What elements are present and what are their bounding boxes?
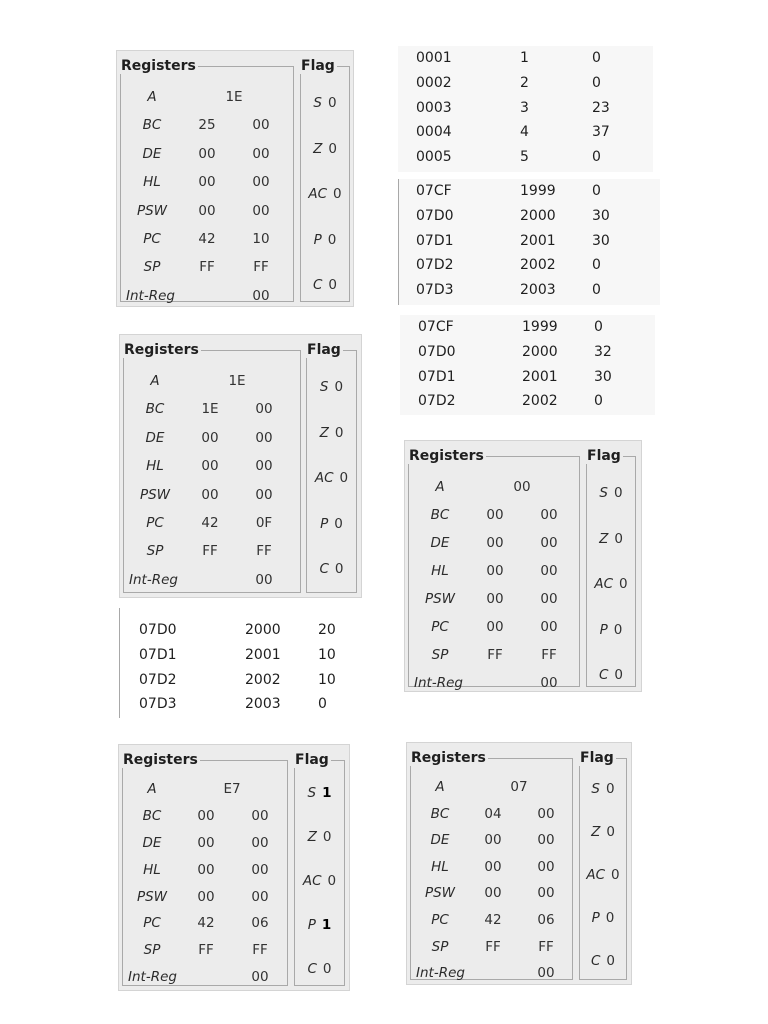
- reg-name-pc: PC: [143, 915, 161, 932]
- reg-value-sp-lo: FF: [252, 942, 268, 959]
- reg-value-psw-lo: 00: [252, 202, 270, 219]
- flag-ac: [301, 186, 349, 232]
- flag-value-ac: 0: [611, 867, 620, 883]
- flag-name-s: S: [599, 485, 608, 501]
- reg-name-de: DE: [430, 832, 450, 849]
- flag-s: [587, 485, 635, 531]
- reg-name-bc: BC: [142, 807, 162, 824]
- memory-address: 0004: [416, 124, 452, 141]
- reg-value-sp-hi: FF: [202, 543, 218, 560]
- register-panel-3: [404, 440, 642, 692]
- reg-name-de: DE: [145, 429, 165, 446]
- reg-value-sp-lo: FF: [256, 543, 272, 560]
- flag-z: [307, 425, 356, 471]
- flag-name-s: S: [319, 379, 329, 395]
- memory-address: 0001: [416, 50, 452, 66]
- flag-value-p: 0: [327, 231, 337, 248]
- reg-value-a: 00: [513, 479, 531, 495]
- memory-table-1: [398, 46, 653, 172]
- memory-decimal: 5: [520, 149, 529, 166]
- reg-value-h: 00: [198, 174, 216, 191]
- flag-value-s: 0: [613, 485, 623, 501]
- reg-value-e: 00: [251, 834, 269, 851]
- flag-ac: [587, 576, 635, 622]
- memory-address: 07CF: [416, 183, 452, 199]
- reg-value-h: 00: [486, 563, 504, 579]
- memory-row: [400, 340, 655, 365]
- reg-value-pc-hi: 42: [197, 915, 215, 932]
- flag-name-p: P: [320, 515, 329, 532]
- flag-name-ac: AC: [308, 186, 328, 202]
- flag-list: [307, 379, 356, 607]
- memory-row: [119, 618, 355, 643]
- reg-value-d: 00: [198, 145, 216, 162]
- reg-value-pc-hi: 42: [201, 514, 219, 531]
- flag-ac: [580, 867, 626, 910]
- register-grid: [127, 373, 297, 600]
- flag-name-z: Z: [307, 829, 317, 845]
- reg-value-h: 00: [197, 861, 215, 878]
- memory-row: [398, 204, 660, 229]
- flag-value-z: 0: [322, 829, 332, 845]
- reg-value-b: 00: [486, 507, 504, 523]
- memory-decimal: 2003: [245, 696, 281, 713]
- reg-value-h: 00: [484, 858, 502, 875]
- flag-name-s: S: [591, 781, 600, 797]
- reg-value-pc-lo: 06: [251, 915, 269, 932]
- flag-z: [295, 829, 344, 873]
- register-grid: [414, 779, 569, 992]
- reg-name-psw: PSW: [136, 888, 168, 905]
- registers-title: Registers: [409, 448, 484, 464]
- reg-value-pc-lo: 0F: [255, 514, 273, 531]
- reg-name-sp: SP: [143, 259, 161, 276]
- reg-name-pc: PC: [143, 230, 161, 247]
- reg-value-pc-lo: 00: [540, 619, 558, 635]
- flag-name-z: Z: [599, 530, 609, 547]
- reg-value-psw-hi: 00: [201, 486, 219, 503]
- flag-title: Flag: [307, 342, 341, 358]
- flag-list: [301, 95, 349, 323]
- flag-ac: [295, 873, 344, 917]
- reg-name-pc: PC: [431, 619, 449, 635]
- memory-address: 07D2: [418, 393, 456, 410]
- flag-value-z: 0: [606, 824, 615, 840]
- flag-value-ac: 0: [619, 576, 628, 592]
- memory-address: 07D3: [139, 696, 177, 713]
- reg-value-c: 00: [252, 117, 270, 134]
- flag-title: Flag: [295, 752, 329, 768]
- reg-value-b: 25: [198, 117, 216, 134]
- memory-decimal: 2000: [522, 343, 558, 360]
- reg-value-psw-hi: 00: [486, 591, 504, 607]
- flag-p: [587, 622, 635, 668]
- flag-s: [295, 785, 344, 829]
- memory-table-2: [398, 179, 660, 305]
- reg-value-c: 00: [255, 401, 273, 418]
- flag-s: [301, 95, 349, 141]
- memory-row: [400, 315, 655, 340]
- reg-value-a: 1E: [228, 373, 246, 389]
- reg-name-bc: BC: [142, 117, 162, 134]
- memory-value: 32: [594, 343, 612, 360]
- reg-value-psw-hi: 00: [484, 885, 502, 902]
- reg-value-int: 00: [540, 675, 558, 691]
- memory-decimal: 2001: [520, 232, 556, 249]
- reg-value-int: 00: [537, 965, 555, 982]
- reg-value-a: E7: [223, 781, 241, 797]
- memory-decimal: 2: [520, 74, 529, 91]
- memory-address: 07CF: [418, 319, 454, 335]
- reg-value-a: 07: [510, 779, 528, 795]
- reg-name-bc: BC: [430, 805, 450, 822]
- reg-value-pc-hi: 00: [486, 619, 504, 635]
- reg-value-d: 00: [201, 429, 219, 446]
- flag-name-p: P: [599, 621, 608, 638]
- memory-row: [119, 668, 355, 693]
- flag-ac: [307, 470, 356, 516]
- flag-list: [580, 781, 626, 996]
- flag-name-p: P: [307, 917, 316, 933]
- flag-value-c: 0: [328, 277, 338, 293]
- memory-address: 07D0: [139, 622, 177, 638]
- reg-value-e: 00: [255, 429, 273, 446]
- memory-address: 07D1: [418, 368, 456, 385]
- reg-name-a: A: [147, 781, 157, 797]
- reg-name-sp: SP: [431, 647, 449, 663]
- reg-name-int: Int-Reg: [126, 287, 175, 304]
- flag-c: [295, 961, 344, 1005]
- flag-value-ac: 0: [327, 873, 337, 889]
- memory-table-4: [119, 608, 355, 718]
- memory-address: 0003: [416, 99, 452, 116]
- memory-row: [398, 46, 653, 71]
- flag-value-s: 0: [605, 781, 615, 797]
- memory-address: 07D1: [139, 646, 177, 663]
- flag-title: Flag: [301, 58, 335, 74]
- flag-value-s: 0: [327, 95, 337, 111]
- reg-value-psw-hi: 00: [198, 202, 216, 219]
- flag-s: [580, 781, 626, 824]
- flag-value-p: 0: [613, 621, 623, 638]
- flag-name-s: S: [307, 785, 317, 801]
- reg-name-psw: PSW: [424, 591, 456, 607]
- flag-title: Flag: [587, 448, 621, 464]
- reg-value-psw-lo: 00: [540, 591, 558, 607]
- flag-name-ac: AC: [302, 873, 322, 889]
- reg-value-l: 00: [537, 858, 555, 875]
- flag-name-c: C: [312, 277, 323, 293]
- reg-name-sp: SP: [143, 942, 161, 959]
- memory-value: 0: [594, 319, 603, 335]
- reg-name-bc: BC: [430, 507, 450, 523]
- memory-decimal: 2003: [520, 282, 556, 299]
- reg-value-pc-lo: 06: [537, 911, 555, 928]
- register-panel-2: [119, 334, 362, 598]
- reg-value-l: 00: [252, 174, 270, 191]
- flag-value-c: 0: [322, 961, 332, 977]
- memory-value: 10: [318, 671, 336, 688]
- reg-value-l: 00: [255, 458, 273, 475]
- reg-name-psw: PSW: [424, 885, 456, 902]
- memory-decimal: 1999: [522, 319, 558, 335]
- flag-z: [580, 824, 626, 867]
- reg-value-sp-lo: FF: [541, 647, 557, 663]
- reg-name-int: Int-Reg: [128, 969, 177, 986]
- reg-value-e: 00: [252, 145, 270, 162]
- reg-name-psw: PSW: [139, 486, 171, 503]
- registers-group: [122, 752, 288, 986]
- memory-value: 0: [592, 50, 601, 66]
- reg-name-psw: PSW: [136, 202, 168, 219]
- flag-name-c: C: [319, 561, 329, 577]
- memory-value: 0: [592, 183, 601, 199]
- registers-group: [408, 448, 580, 691]
- flag-name-c: C: [307, 961, 317, 977]
- flag-name-c: C: [590, 953, 601, 969]
- register-panel-1: [116, 50, 354, 307]
- registers-title: Registers: [121, 58, 196, 74]
- reg-value-psw-hi: 00: [197, 888, 215, 905]
- flag-name-s: S: [313, 95, 322, 111]
- reg-value-l: 00: [251, 861, 269, 878]
- memory-row: [398, 253, 660, 278]
- reg-value-c: 00: [540, 507, 558, 523]
- flag-p: [580, 910, 626, 953]
- registers-group: [123, 342, 301, 593]
- memory-decimal: 2002: [520, 257, 556, 274]
- reg-value-b: 04: [484, 805, 502, 822]
- memory-address: 0002: [416, 74, 452, 91]
- flag-name-p: P: [313, 231, 322, 248]
- register-grid: [126, 781, 284, 996]
- registers-title: Registers: [411, 750, 486, 766]
- reg-name-a: A: [147, 89, 157, 105]
- flag-z: [301, 141, 349, 187]
- reg-name-int: Int-Reg: [414, 675, 463, 691]
- flag-list: [295, 785, 344, 1005]
- memory-address: 07D1: [416, 232, 454, 249]
- register-grid: [124, 89, 290, 316]
- reg-name-hl: HL: [143, 861, 161, 878]
- reg-value-c: 00: [251, 807, 269, 824]
- reg-name-a: A: [435, 479, 445, 495]
- flag-value-ac: 0: [333, 186, 342, 202]
- reg-value-sp-lo: FF: [253, 259, 269, 276]
- reg-value-h: 00: [201, 458, 219, 475]
- flag-s: [307, 379, 356, 425]
- reg-value-int: 00: [251, 969, 269, 986]
- memory-address: 07D2: [139, 671, 177, 688]
- memory-value: 0: [592, 74, 601, 91]
- flag-name-c: C: [598, 667, 609, 683]
- memory-address: 07D0: [416, 207, 454, 224]
- memory-row: [400, 365, 655, 390]
- reg-name-bc: BC: [145, 401, 165, 418]
- reg-value-pc-lo: 10: [252, 230, 270, 247]
- memory-value: 30: [592, 232, 610, 249]
- reg-value-a: 1E: [225, 89, 243, 105]
- reg-value-sp-hi: FF: [198, 942, 214, 959]
- reg-value-sp-hi: FF: [487, 647, 503, 663]
- flag-value-c: 0: [606, 953, 616, 969]
- register-panel-4: [118, 744, 350, 991]
- flag-name-z: Z: [319, 424, 329, 441]
- memory-row: [400, 389, 655, 414]
- memory-decimal: 1999: [520, 183, 556, 199]
- flag-name-ac: AC: [314, 470, 334, 486]
- memory-row: [398, 71, 653, 96]
- reg-value-c: 00: [537, 805, 555, 822]
- reg-name-int: Int-Reg: [129, 571, 178, 588]
- memory-value: 30: [594, 368, 612, 385]
- memory-value: 10: [318, 646, 336, 663]
- reg-name-hl: HL: [431, 563, 449, 579]
- memory-value: 0: [592, 257, 601, 274]
- registers-title: Registers: [123, 752, 198, 768]
- reg-value-int: 00: [252, 287, 270, 304]
- reg-value-psw-lo: 00: [537, 885, 555, 902]
- memory-address: 07D0: [418, 343, 456, 360]
- memory-row: [398, 278, 660, 303]
- flag-z: [587, 531, 635, 577]
- memory-row: [398, 120, 653, 145]
- register-panel-5: [406, 742, 632, 985]
- reg-value-d: 00: [486, 535, 504, 551]
- memory-decimal: 2001: [522, 368, 558, 385]
- flag-c: [587, 667, 635, 713]
- reg-value-psw-lo: 00: [255, 486, 273, 503]
- reg-name-pc: PC: [431, 911, 449, 928]
- flag-name-z: Z: [313, 140, 323, 157]
- memory-decimal: 3: [520, 99, 529, 116]
- flag-p: [295, 917, 344, 961]
- reg-value-d: 00: [197, 834, 215, 851]
- flag-value-p: 0: [605, 910, 615, 926]
- flag-value-p: 0: [334, 515, 343, 532]
- memory-value: 20: [318, 622, 336, 638]
- reg-value-sp-hi: FF: [485, 938, 501, 955]
- reg-name-pc: PC: [146, 514, 164, 531]
- reg-name-hl: HL: [431, 858, 449, 875]
- memory-decimal: 4: [520, 124, 529, 141]
- flag-value-s: 0: [334, 379, 344, 395]
- flag-name-ac: AC: [594, 576, 614, 592]
- register-grid: [412, 479, 576, 703]
- memory-row: [398, 179, 660, 204]
- reg-value-b: 00: [197, 807, 215, 824]
- reg-value-b: 1E: [201, 401, 219, 418]
- memory-decimal: 2000: [245, 622, 281, 638]
- flag-name-z: Z: [591, 824, 601, 840]
- memory-table-3: [400, 315, 655, 415]
- memory-address: 07D2: [416, 257, 454, 274]
- reg-name-de: DE: [142, 834, 162, 851]
- flag-c: [580, 953, 626, 996]
- memory-decimal: 2001: [245, 646, 281, 663]
- memory-value: 0: [592, 149, 601, 166]
- flag-value-z: 0: [614, 530, 623, 547]
- memory-value: 0: [592, 282, 601, 299]
- reg-name-de: DE: [430, 535, 450, 551]
- reg-name-hl: HL: [143, 174, 161, 191]
- memory-decimal: 2002: [245, 671, 281, 688]
- memory-address: 0005: [416, 149, 452, 166]
- memory-value: 23: [592, 99, 610, 116]
- flag-group: [300, 58, 350, 302]
- flag-group: [306, 342, 357, 593]
- memory-row: [398, 229, 660, 254]
- reg-value-l: 00: [540, 563, 558, 579]
- reg-name-a: A: [435, 779, 445, 795]
- reg-value-psw-lo: 00: [251, 888, 269, 905]
- memory-address: 07D3: [416, 282, 454, 299]
- memory-decimal: 1: [520, 50, 529, 66]
- flag-p: [301, 232, 349, 278]
- flag-value-p: 1: [321, 917, 332, 933]
- memory-value: 37: [592, 124, 610, 141]
- flag-title: Flag: [580, 750, 614, 766]
- memory-value: 0: [318, 696, 327, 713]
- reg-name-sp: SP: [146, 543, 164, 560]
- reg-name-a: A: [150, 373, 160, 389]
- registers-title: Registers: [124, 342, 199, 358]
- memory-decimal: 2000: [520, 207, 556, 224]
- memory-value: 30: [592, 207, 610, 224]
- flag-value-ac: 0: [339, 470, 349, 486]
- reg-value-sp-hi: FF: [199, 259, 215, 276]
- reg-value-e: 00: [537, 832, 555, 849]
- flag-c: [301, 277, 349, 323]
- flag-group: [294, 752, 345, 986]
- flag-name-ac: AC: [586, 867, 606, 883]
- reg-name-sp: SP: [431, 938, 449, 955]
- flag-group: [579, 750, 627, 980]
- flag-p: [307, 516, 356, 562]
- reg-value-e: 00: [540, 535, 558, 551]
- reg-name-int: Int-Reg: [416, 965, 465, 982]
- flag-list: [587, 485, 635, 713]
- flag-value-z: 0: [334, 424, 344, 441]
- flag-value-s: 1: [322, 785, 332, 801]
- reg-name-de: DE: [142, 145, 162, 162]
- memory-row: [398, 145, 653, 170]
- reg-value-int: 00: [255, 571, 273, 588]
- flag-value-z: 0: [328, 140, 337, 157]
- flag-c: [307, 561, 356, 607]
- memory-value: 0: [594, 393, 603, 410]
- memory-row: [398, 96, 653, 121]
- flag-group: [586, 448, 636, 687]
- reg-value-pc-hi: 42: [198, 230, 216, 247]
- memory-row: [119, 692, 355, 717]
- registers-group: [410, 750, 573, 982]
- reg-value-d: 00: [484, 832, 502, 849]
- reg-value-sp-lo: FF: [538, 938, 554, 955]
- memory-decimal: 2002: [522, 393, 558, 410]
- memory-row: [119, 643, 355, 668]
- registers-group: [120, 58, 294, 304]
- flag-name-p: P: [591, 910, 600, 926]
- flag-value-c: 0: [614, 667, 624, 683]
- reg-name-hl: HL: [146, 458, 164, 475]
- flag-value-c: 0: [334, 561, 344, 577]
- reg-value-pc-hi: 42: [484, 911, 502, 928]
